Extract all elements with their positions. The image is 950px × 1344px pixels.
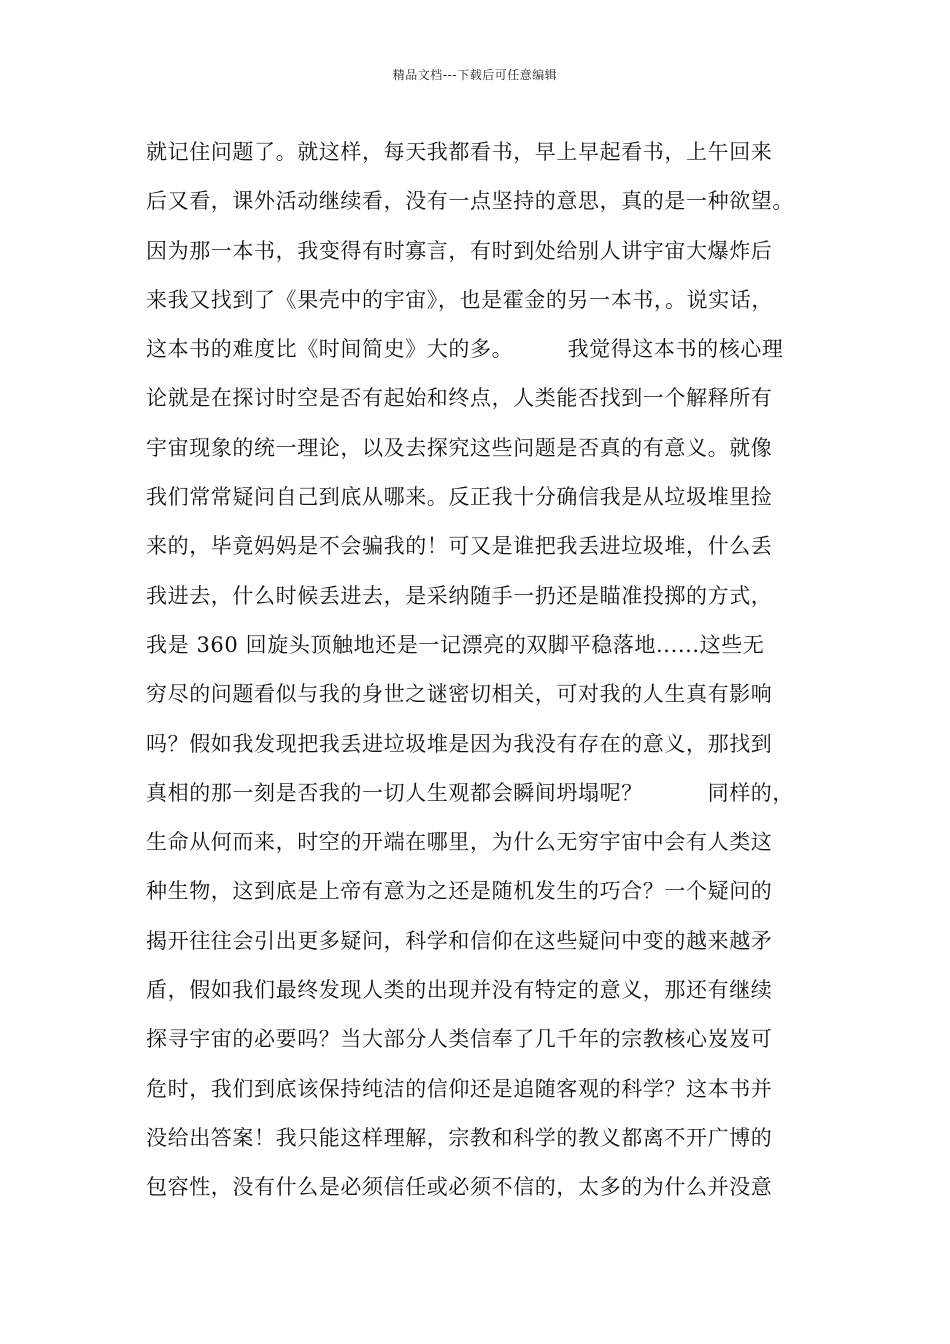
text-line: 宇宙现象的统一理论，以及去探究这些问题是否真的有意义。就像	[146, 435, 773, 460]
text-line: 就记住问题了。就这样，每天我都看书，早上早起看书，上午回来	[146, 140, 773, 164]
text-line: 探寻宇宙的必要吗？当大部分人类信奉了几千年的宗教核心岌岌可	[146, 1027, 773, 1052]
text-line: 吗？假如我发现把我丢进垃圾堆是因为我没有存在的意义，那找到	[146, 731, 773, 756]
text-line: 没给出答案！我只能这样理解，宗教和科学的教义都离不开广博的	[146, 1125, 773, 1150]
text-line: 来的，毕竟妈妈是不会骗我的！可又是谁把我丢进垃圾堆，什么丢	[146, 534, 773, 559]
text-line: 盾，假如我们最终发现人类的出现并没有特定的意义，那还有继续	[146, 978, 773, 1003]
text-line: 我们常常疑问自己到底从哪来。反正我十分确信我是从垃圾堆里捡	[146, 485, 773, 510]
text-line: 后又看，课外活动继续看，没有一点坚持的意思，真的是一种欲望。	[146, 189, 794, 214]
text-line: 危时，我们到底该保持纯洁的信仰还是追随客观的科学？这本书并	[146, 1076, 773, 1101]
body-text	[146, 134, 846, 1219]
text-line: 穷尽的问题看似与我的身世之谜密切相关，可对我的人生真有影响	[146, 682, 773, 707]
text-line: 我是 360 回旋头顶触地还是一记漂亮的双脚平稳落地......这些无	[146, 632, 765, 657]
text-line: 论就是在探讨时空是否有起始和终点，人类能否找到一个解释所有	[146, 386, 773, 411]
text-line: 这本书的难度比《时间简史》大的多。 我觉得这本书的核心理	[146, 337, 784, 362]
text-line: 因为那一本书，我变得有时寡言，有时到处给别人讲宇宙大爆炸后	[146, 238, 773, 263]
text-line: 揭开往往会引出更多疑问，科学和信仰在这些疑问中变的越来越矛	[146, 928, 773, 953]
text-line: 我进去，什么时候丢进去，是采纳随手一扔还是瞄准投掷的方式，	[146, 583, 773, 608]
text-line: 种生物，这到底是上帝有意为之还是随机发生的巧合？一个疑问的	[146, 879, 773, 904]
text-line: 来我又找到了《果壳中的宇宙》，也是霍金的另一本书，。说实话，	[146, 287, 773, 312]
text-line: 真相的那一刻是否我的一切人生观都会瞬间坍塌呢？ 同样的，	[146, 780, 794, 805]
page-header: 精品文档---下载后可任意编辑	[392, 68, 558, 82]
text-line: 生命从何而来，时空的开端在哪里，为什么无穷宇宙中会有人类这	[146, 830, 773, 855]
text-line: 包容性，没有什么是必须信任或必须不信的，太多的为什么并没意	[146, 1175, 773, 1200]
